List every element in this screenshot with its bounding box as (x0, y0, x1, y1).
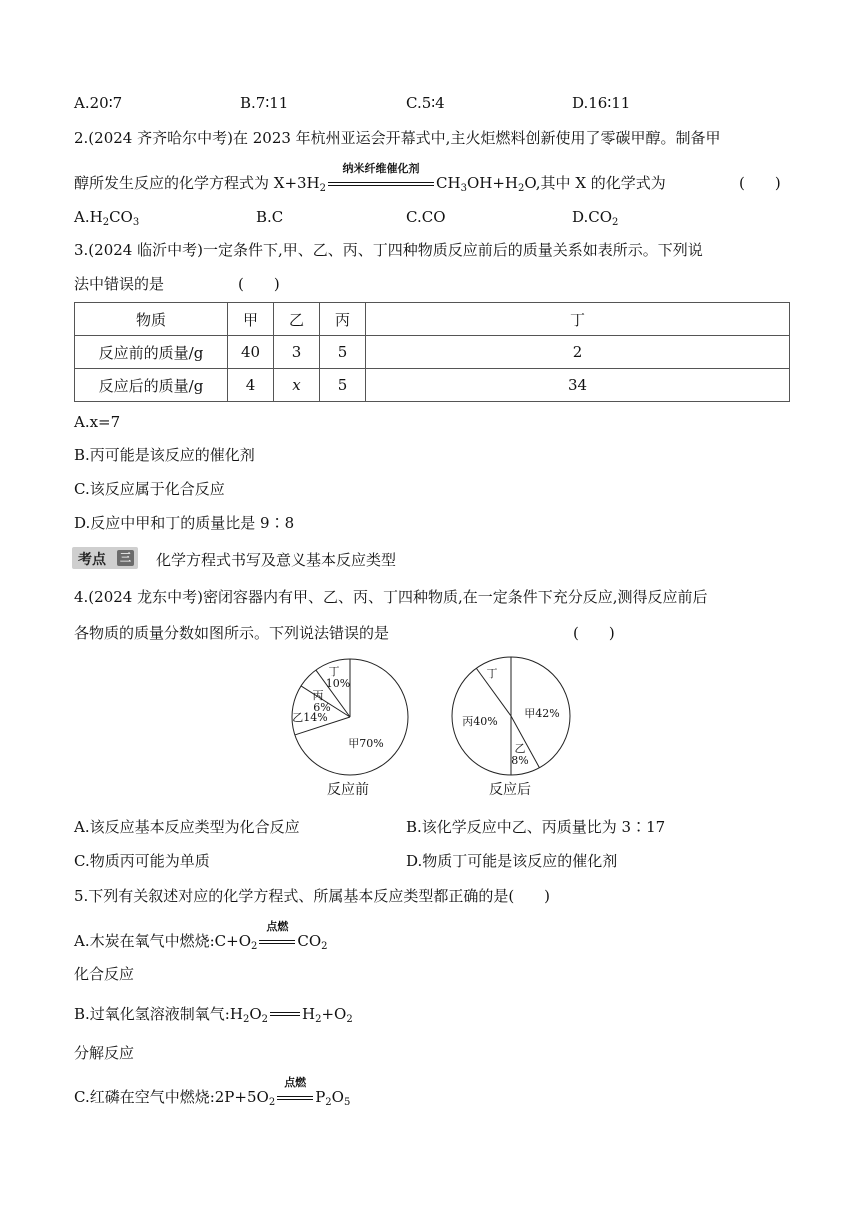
reaction-condition-arrow: 点燃 (257, 931, 297, 951)
q1-option-d: D.16∶11 (572, 94, 631, 112)
q3-option-d: D.反应中甲和丁的质量比是 9∶8 (74, 514, 295, 532)
q3-stem-line2: 法中错误的是 (74, 275, 165, 293)
pie-slice-label: 丙40% (462, 715, 498, 728)
pie-chart-after (442, 655, 572, 780)
table-row (75, 369, 790, 402)
pie-slice-label: 丁 (328, 665, 340, 678)
table-cell: 3 (274, 336, 320, 369)
table-header-cell: 甲 (228, 303, 274, 336)
pie-slice-label: 丙 (312, 689, 324, 702)
pie-slice-label: 甲42% (524, 707, 560, 720)
q4-option-b: B.该化学反应中乙、丙质量比为 3∶17 (406, 818, 666, 836)
table-cell: 5 (320, 369, 366, 402)
table-row (75, 336, 790, 369)
q4-option-d: D.物质丁可能是该反应的催化剂 (406, 852, 618, 870)
q3-option-c: C.该反应属于化合反应 (74, 480, 225, 498)
table-cell: x (274, 369, 320, 402)
table-header-cell: 丁 (366, 303, 790, 336)
table-cell: 反应后的质量/g (75, 369, 228, 402)
table-header-cell: 物质 (75, 303, 228, 336)
pie-slice-label: 乙14% (292, 711, 328, 724)
table-header-cell: 乙 (274, 303, 320, 336)
pie-caption-before: 反应前 (327, 782, 369, 798)
q5-option-b: B.过氧化氢溶液制氧气$:H_2O_2$ $H_2+O_2$ (74, 1005, 353, 1025)
pie-slice-label: 乙 (514, 742, 526, 755)
table-cell: 40 (228, 336, 274, 369)
q1-option-b: B.7∶11 (240, 94, 289, 112)
q2-option-c: C.CO (406, 208, 446, 226)
q3-stem-line1: 3.(2024 临沂中考)一定条件下,甲、乙、丙、丁四种物质反应前后的质量关系如表所示。下列说 (74, 241, 703, 259)
table-cell: 34 (366, 369, 790, 402)
reaction-equals-sign (268, 1004, 302, 1024)
q3-option-a: A.x=7 (74, 413, 121, 431)
pie-slice-label: 丁 (486, 667, 498, 680)
q3-answer-paren: ( ) (238, 275, 280, 293)
q5-option-a: A.木炭在氧气中燃烧$:C+O_2$ 点燃 $CO_2$ (74, 920, 328, 952)
pie-slice-label: 甲70% (348, 737, 384, 750)
table-header-row (75, 303, 790, 336)
q5-option-a-type: 化合反应 (74, 965, 135, 983)
q5-stem: 5.下列有关叙述对应的化学方程式、所属基本反应类型都正确的是( ) (74, 887, 551, 905)
q1-option-c: C.5∶4 (406, 94, 445, 112)
q5-option-b-type: 分解反应 (74, 1044, 135, 1062)
q1-option-a: A.20∶7 (74, 94, 123, 112)
section-title: 化学方程式书写及意义基本反应类型 (156, 551, 397, 569)
pie-chart-before (280, 655, 420, 780)
table-cell: 4 (228, 369, 274, 402)
q4-option-a: A.该反应基本反应类型为化合反应 (74, 818, 300, 836)
q2-answer-paren: ( ) (739, 174, 781, 192)
q2-stem-line2: 醇所发生反应的化学方程式为 $X+3H_2$ 纳米纤维催化剂 $CH_3OH+H_2O$,其中 X 的化学式为 (74, 162, 666, 194)
pie-slice-value-label: 6% (313, 701, 331, 714)
q2-option-a: $A.H_2CO_3$ (74, 208, 140, 228)
mass-table (74, 302, 790, 402)
section-badge: 考点 三 (72, 547, 138, 569)
table-header-cell: 丙 (320, 303, 366, 336)
table-cell: 反应前的质量/g (75, 336, 228, 369)
q4-answer-paren: ( ) (573, 624, 615, 642)
reaction-condition-arrow: 纳米纤维催化剂 (326, 173, 436, 193)
pie-slice-value-label: 10% (325, 677, 351, 690)
q3-option-b: B.丙可能是该反应的催化剂 (74, 446, 255, 464)
q2-stem-line1: 2.(2024 齐齐哈尔中考)在 2023 年杭州亚运会开幕式中,主火炬燃料创新使用了零碳甲醇。制备甲 (74, 129, 721, 147)
q5-option-c: C.红磷在空气中燃烧$:2P+5O_2$ 点燃 $P_2O_5$ (74, 1076, 351, 1108)
pie-slice-value-label: 8% (511, 754, 529, 767)
q4-option-c: C.物质丙可能为单质 (74, 852, 210, 870)
q4-stem-line2: 各物质的质量分数如图所示。下列说法错误的是 (74, 624, 390, 642)
q2-option-d: $D.CO_2$ (572, 208, 619, 228)
q4-stem-line1: 4.(2024 龙东中考)密闭容器内有甲、乙、丙、丁四种物质,在一定条件下充分反应,测得反应前后 (74, 588, 708, 606)
table-cell: 5 (320, 336, 366, 369)
q2-option-b: B.C (256, 208, 284, 226)
pie-caption-after: 反应后 (489, 782, 531, 798)
table-cell: 2 (366, 336, 790, 369)
reaction-condition-arrow: 点燃 (275, 1087, 315, 1107)
